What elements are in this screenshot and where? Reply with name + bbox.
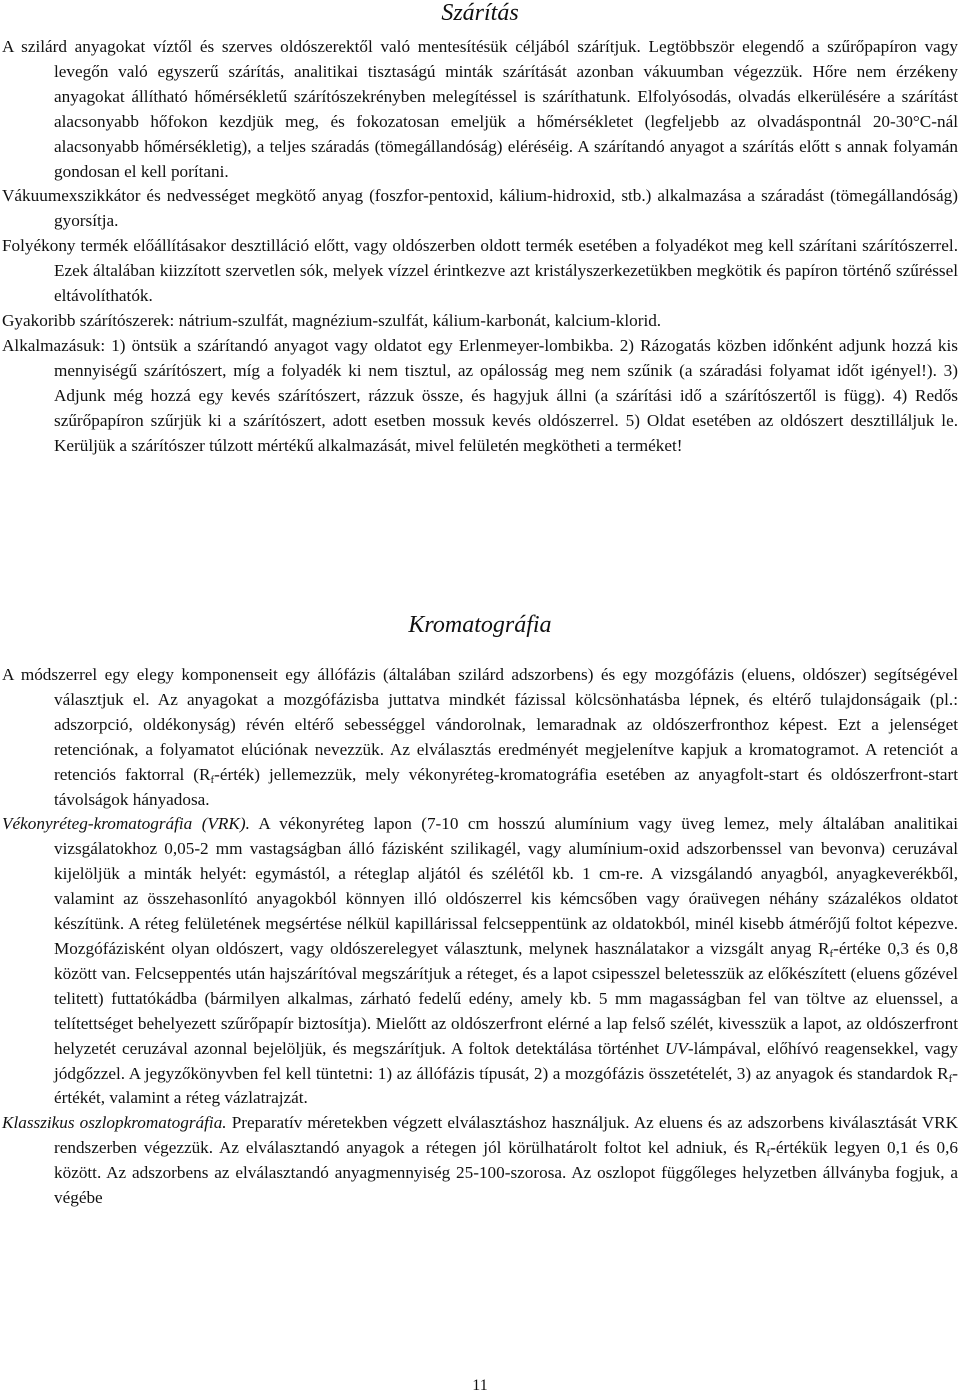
text-run-italic: UV [665, 1038, 688, 1058]
section-body-kromatografia [2, 663, 958, 1211]
section-title-szaritas: Szárítás [441, 0, 519, 26]
paragraph-vrk [2, 812, 958, 1111]
text-run: -értékük legyen 0,1 és 0,6 között. Az adszorbens az elválasztandó anyagmennyiség 25-100-szorosa. Az oszlopot függőleges helyzetben állványba fogjuk, a végébe [54, 1138, 958, 1208]
paragraph: Gyakoribb szárítószerek: nátrium-szulfát, magnézium-szulfát, kálium-karbonát, kalcium-klorid. [2, 310, 662, 330]
text-run: -érték) jellemezzük, mely vékonyréteg-kromatográfia esetében az anyagfolt-start és oldószerfront-start távolságok hányadosa. [54, 764, 959, 809]
text-run: -értéke 0,3 és 0,8 között van. Felcseppentés után hajszárítóval megszárítjuk a réteget, és a lapot csipesszel beletesszük az előkészített (eluens gőzével telitett) futtatókádba (bármilyen alkalmas, zárható fedelű edény, amely kb. 5 mm magasságban fel van töltve az eluenssel, a telítettséget behelyezett szűrőpapír biztosítja). Mielőtt az oldószerfront elérné a lap felső szélét, kivesszük a lapot, az oldószerfront helyzetét ceruzával azonnal bejelöljük, és megszárítjuk. A foltok detektálása történhet [54, 938, 958, 1058]
paragraph-lead: Klasszikus oszlopkromatográfia. [2, 1113, 227, 1133]
subscript: f [948, 1072, 953, 1085]
subscript: f [766, 1147, 771, 1160]
section-body-szaritas [2, 35, 958, 458]
text-run: -lámpával, előhívó reagensekkel, vagy jódgőzzel. A jegyzőkönyvben fel kell tüntetni: 1) az állófázis típusát, 2) a mozgófázis összetételét, 3) az anyagok és standardok R [54, 1038, 958, 1083]
page-number: 11 [472, 1377, 488, 1394]
paragraph-oszlop [2, 1111, 958, 1211]
paragraph: Vákuumexszikkátor és nedvességet megkötő anyag (foszfor-pentoxid, kálium-hidroxid, stb.) alkalmazása a száradást (tömegállandóság) gyorsítja. [2, 186, 958, 231]
text-run: -értékét, valamint a réteg vázlatrajzát. [54, 1063, 958, 1108]
subscript: f [829, 947, 834, 960]
paragraph-intro [2, 663, 958, 812]
section-title-kromatografia: Kromatográfia [408, 612, 552, 638]
paragraph: A szilárd anyagokat víztől és szerves oldószerektől való mentesítésük céljából szárítjuk. Legtöbbször elegendő a szűrőpapíron vagy levegőn való egyszerű szárítás, analitikai tisztaságú minták szárítását azonban vákuumban végezzük. Hőre nem érzékeny anyagokat állítható hőmérsékletű szárítószekrényben melegítéssel is száríthatunk. Elfolyósodás, olvadás elkerülésére a szárítást alacsonyabb hőfokon kezdjük meg, és fokozatosan emeljük a hőmérsékletet (legfeljebb az olvadáspontnál 20-30°C-nál alacsonyabb hőmérsékletig), a teljes száradás (tömegállandóság) eléréséig. A szárítandó anyagot a szárítás előtt s annak folyamán gondosan el kell porítani. [2, 37, 958, 181]
paragraph-lead: Vékonyréteg-kromatográfia (VRK). [2, 814, 250, 834]
text-run: A módszerrel egy elegy komponenseit egy állófázis (általában szilárd adszorbens) és egy mozgófázis (eluens, oldószer) segítségével választjuk el. Az anyagokat a mozgófázisba juttatva mindkét fázissal kölcsönhatásba lépnek, és eltérő tulajdonságaik (pl.: adszorpció, oldékonyság) révén eltérő sebességgel vándorolnak, lemaradnak az oldószerfronthoz képest. Ezt a jelenséget retenciónak, a folyamatot elúciónak nevezzük. Az elválasztás eredményét megjelenítve kapjuk a kromatogramot. A retenciót a retenciós faktorral (R [2, 665, 958, 784]
text-run: A vékonyréteg lapon (7-10 cm hosszú alumínium vagy üveg lemez, mely általában analitikai vizsgálatokhoz 0,05-2 mm vastagságban álló fázisként szilikagél, vagy alumínium-oxid adszorbenssel van bevonva) ceruzával kijelöljük a minták helyét: egymástól, a réteglap aljától és szélétől kb. 1 cm-re. A vizsgálandó anyagból, anyagkeverékből, valamint az összehasonlító anyagokból könnyen illó oldószerrel kis kémcsőben vagy óraüvegen néhány százalékos oldatot készítünk. A réteg felületének megsértése nélkül kapillárissal felcseppentünk az oldatokból, minél kisebb átmérőjű foltot képezve. Mozgófázisként olyan oldószert, vagy oldószerelegyet választunk, melynek használatakor a vizsgált anyag R [54, 814, 958, 958]
paragraph: Folyékony termék előállításakor desztilláció előtt, vagy oldószerben oldott termék esetében a folyadékot meg kell szárítani szárítószerrel. Ezek általában kiizzított szervetlen sók, melyek vízzel érintkezve azt kristályszerkezetükben megkötik és papíron történő szűréssel eltávolíthatók. [2, 236, 958, 306]
text-run: Preparatív méretekben végzett elválasztáshoz használjuk. Az eluens és az adszorbens kiválasztását VRK rendszerben végezzük. Az elválasztandó anyagok a rétegen jól körülhatárolt foltot kel adniuk, és R [54, 1113, 958, 1158]
subscript: f [210, 773, 215, 786]
paragraph: Alkalmazásuk: 1) öntsük a szárítandó anyagot vagy oldatot egy Erlenmeyer-lombikba. 2) Rázogatás közben időnként adjunk hozzá kis mennyiségű szárítószert, míg a folyadék ki nem tisztul, az opálosság meg nem szűnik (a száradási folyamat időt igényel!). 3) Adjunk még hozzá egy kevés szárítószert, rázzuk össze, és hagyjuk állni (a szárítási idő a szárítószertől is függ). 4) Redős szűrőpapíron szűrjük ki a szárítószert, adott esetben mossuk kevés oldószerrel. 5) Oldat esetében az oldószert desztilláljuk le. Kerüljük a szárítószer túlzott mértékű alkalmazását, mivel felületén megkötheti a terméket! [2, 335, 958, 455]
